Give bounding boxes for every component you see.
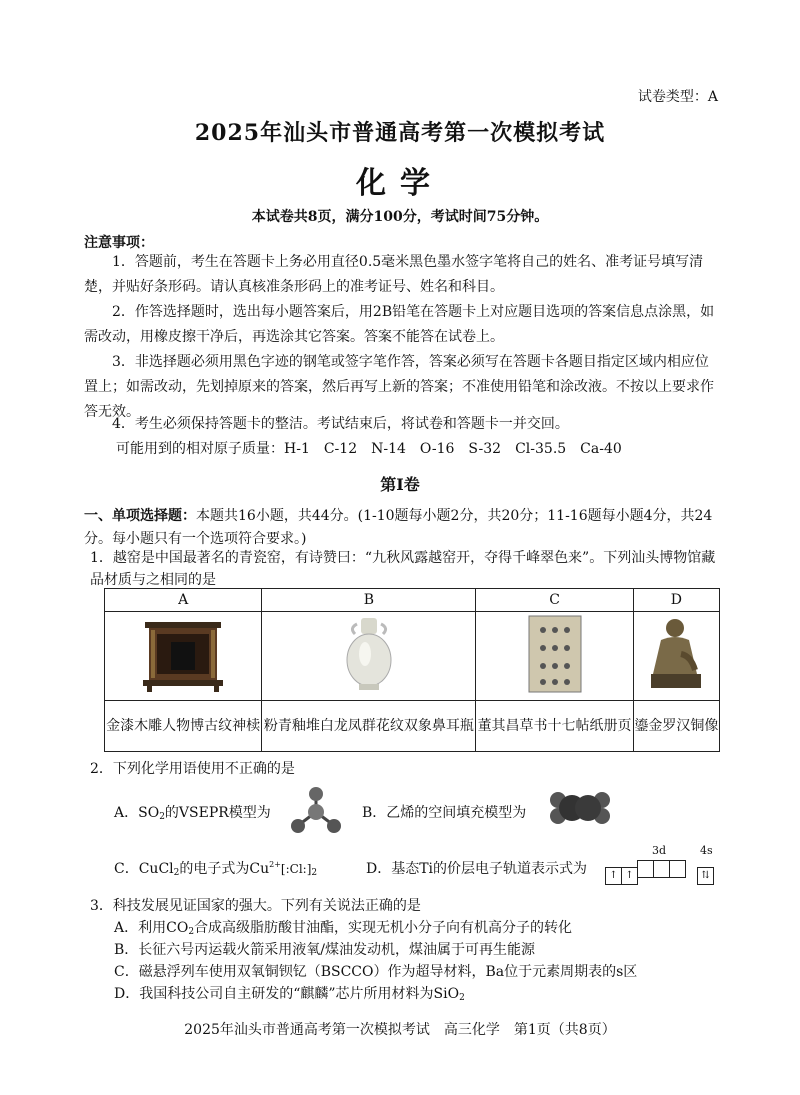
q3-option-c: C．磁悬浮列车使用双氧铜钡钇（BSCCO）作为超导材料，Ba位于元素周期表的s区 — [114, 964, 638, 980]
option-letter: B — [262, 589, 476, 612]
subject-title: 化学 — [356, 166, 444, 201]
calligraphy-illustration — [527, 614, 583, 694]
vsepr-model-icon — [288, 786, 344, 834]
paper-type: 试卷类型：A — [637, 89, 718, 105]
q2-option-c — [114, 858, 317, 878]
note-item: 4．考生必须保持答题卡的整洁。考试结束后，将试卷和答题卡一并交回。 — [112, 416, 569, 432]
q2-c-charge: 2+ — [269, 860, 281, 869]
q2-a-text: A．SO — [114, 805, 160, 821]
q2-a-sub: 2 — [159, 812, 165, 822]
option-name: 董其昌草书十七帖纸册页 — [476, 701, 633, 752]
q2-c-text: C．CuCl — [114, 861, 174, 877]
q2-option-b: B．乙烯的空间填充模型为 — [362, 805, 527, 821]
q2-stem: 2．下列化学用语使用不正确的是 — [90, 761, 295, 777]
ethylene-model-icon — [548, 788, 612, 828]
volume-title: 第Ⅰ卷 — [380, 475, 420, 494]
note-item: 1．答题前，考生在答题卡上务必用直径0.5毫米黑色墨水签字笔将自己的姓名、准考证号填写清楚，并贴好条形码。请认真核准条形码上的准考证号、姓名和科目。 — [84, 254, 704, 295]
note-item: 2．作答选择题时，选出每小题答案后，用2B铅笔在答题卡上对应题目选项的答案信息点涂黑，如需改动，用橡皮擦干净后，再选涂其它答案。答案不能答在试卷上。 — [84, 304, 715, 345]
option-name: 粉青釉堆白龙凤群花纹双象鼻耳瓶 — [262, 701, 476, 752]
exam-title: 2025年汕头市普通高考第一次模拟考试 — [194, 120, 606, 146]
q2-c-n: 2 — [311, 868, 318, 878]
q2-c-cu: Cu — [249, 861, 270, 877]
q3-option-b: B．长征六号丙运载火箭采用液氧/煤油发动机，煤油属于可再生能源 — [114, 942, 536, 958]
cabinet-image — [105, 612, 262, 701]
note-item: 3．非选择题必须用黑色字迹的钢笔或签字笔作答，答案必须写在答题卡各题目指定区域内相应位置上；如需改动，先划掉原来的答案，然后再写上新的答案；不准使用铅笔和涂改液。不按以上要求作答无效。 — [84, 354, 714, 420]
vase-illustration — [339, 614, 399, 694]
section-intro — [84, 505, 724, 551]
option-name: 鎏金罗汉铜像 — [633, 701, 719, 752]
atomic-masses: 可能用到的相对原子质量：H-1 C-12 N-14 O-16 S-32 Cl-35.5 Ca-40 — [116, 441, 622, 457]
q2-option-a — [114, 802, 271, 822]
option-letter: A — [105, 589, 262, 612]
option-letter: C — [476, 589, 633, 612]
q3-option-a — [114, 917, 572, 937]
q2-c-cl: [:Cl:] — [280, 862, 312, 876]
q3-a-sub: 2 — [188, 927, 195, 937]
section-heading: 一、单项选择题： — [84, 508, 196, 524]
q3-d-sub: 2 — [459, 993, 465, 1003]
option-name: 金漆木雕人物博古纹神椟 — [105, 701, 262, 752]
cabinet-illustration — [137, 616, 229, 692]
q2-a-text2: 的VSEPR模型为 — [164, 805, 271, 821]
page-footer: 2025年汕头市普通高考第一次模拟考试 高三化学 第1页（共8页） — [184, 1022, 616, 1038]
orbital-box — [637, 860, 654, 878]
orbital-box — [669, 860, 686, 878]
label-3d: 3d — [652, 844, 667, 857]
notes-heading: 注意事项： — [84, 235, 154, 251]
q2-option-d: D．基态Ti的价层电子轨道表示式为 — [366, 861, 588, 877]
option-letter: D — [633, 589, 719, 612]
q3-d-text: D．我国科技公司自主研发的“麒麟”芯片所用材料为SiO — [114, 986, 460, 1002]
q1-options-table — [104, 588, 720, 752]
orbital-box: ↑ — [621, 867, 638, 885]
orbital-box: ↑ — [605, 867, 622, 885]
orbital-box-4s: ⇅ — [697, 867, 714, 885]
q1-stem: 1．越窑是中国最著名的青瓷窑，有诗赞曰：“九秋风露越窑开，夺得千峰翠色来”。下列汕头博物馆藏品材质与之相同的是 — [90, 550, 716, 588]
q2-c-text2: 的电子式为 — [179, 861, 250, 877]
q3-a-text: A．利用CO — [114, 920, 189, 936]
section-text: 本题共16小题，共44分。(1-10题每小题2分，共20分；11-16题每小题4分，共24分。每小题只有一个选项符合要求。) — [84, 508, 713, 547]
orbital-diagram — [606, 860, 714, 885]
exam-info: 本试卷共8页，满分100分，考试时间75分钟。 — [251, 209, 549, 225]
q3-stem: 3．科技发展见证国家的强大。下列有关说法正确的是 — [90, 898, 421, 914]
calligraphy-image — [476, 612, 633, 701]
q3-option-d — [114, 983, 465, 1003]
statue-image — [633, 612, 719, 701]
vase-image — [262, 612, 476, 701]
orbital-box — [653, 860, 670, 878]
q3-a-text2: 合成高级脂肪酸甘油酯，实现无机小分子向有机高分子的转化 — [194, 920, 573, 936]
statue-illustration — [641, 614, 711, 694]
q2-c-sub: 2 — [173, 868, 180, 878]
label-4s: 4s — [700, 844, 713, 857]
